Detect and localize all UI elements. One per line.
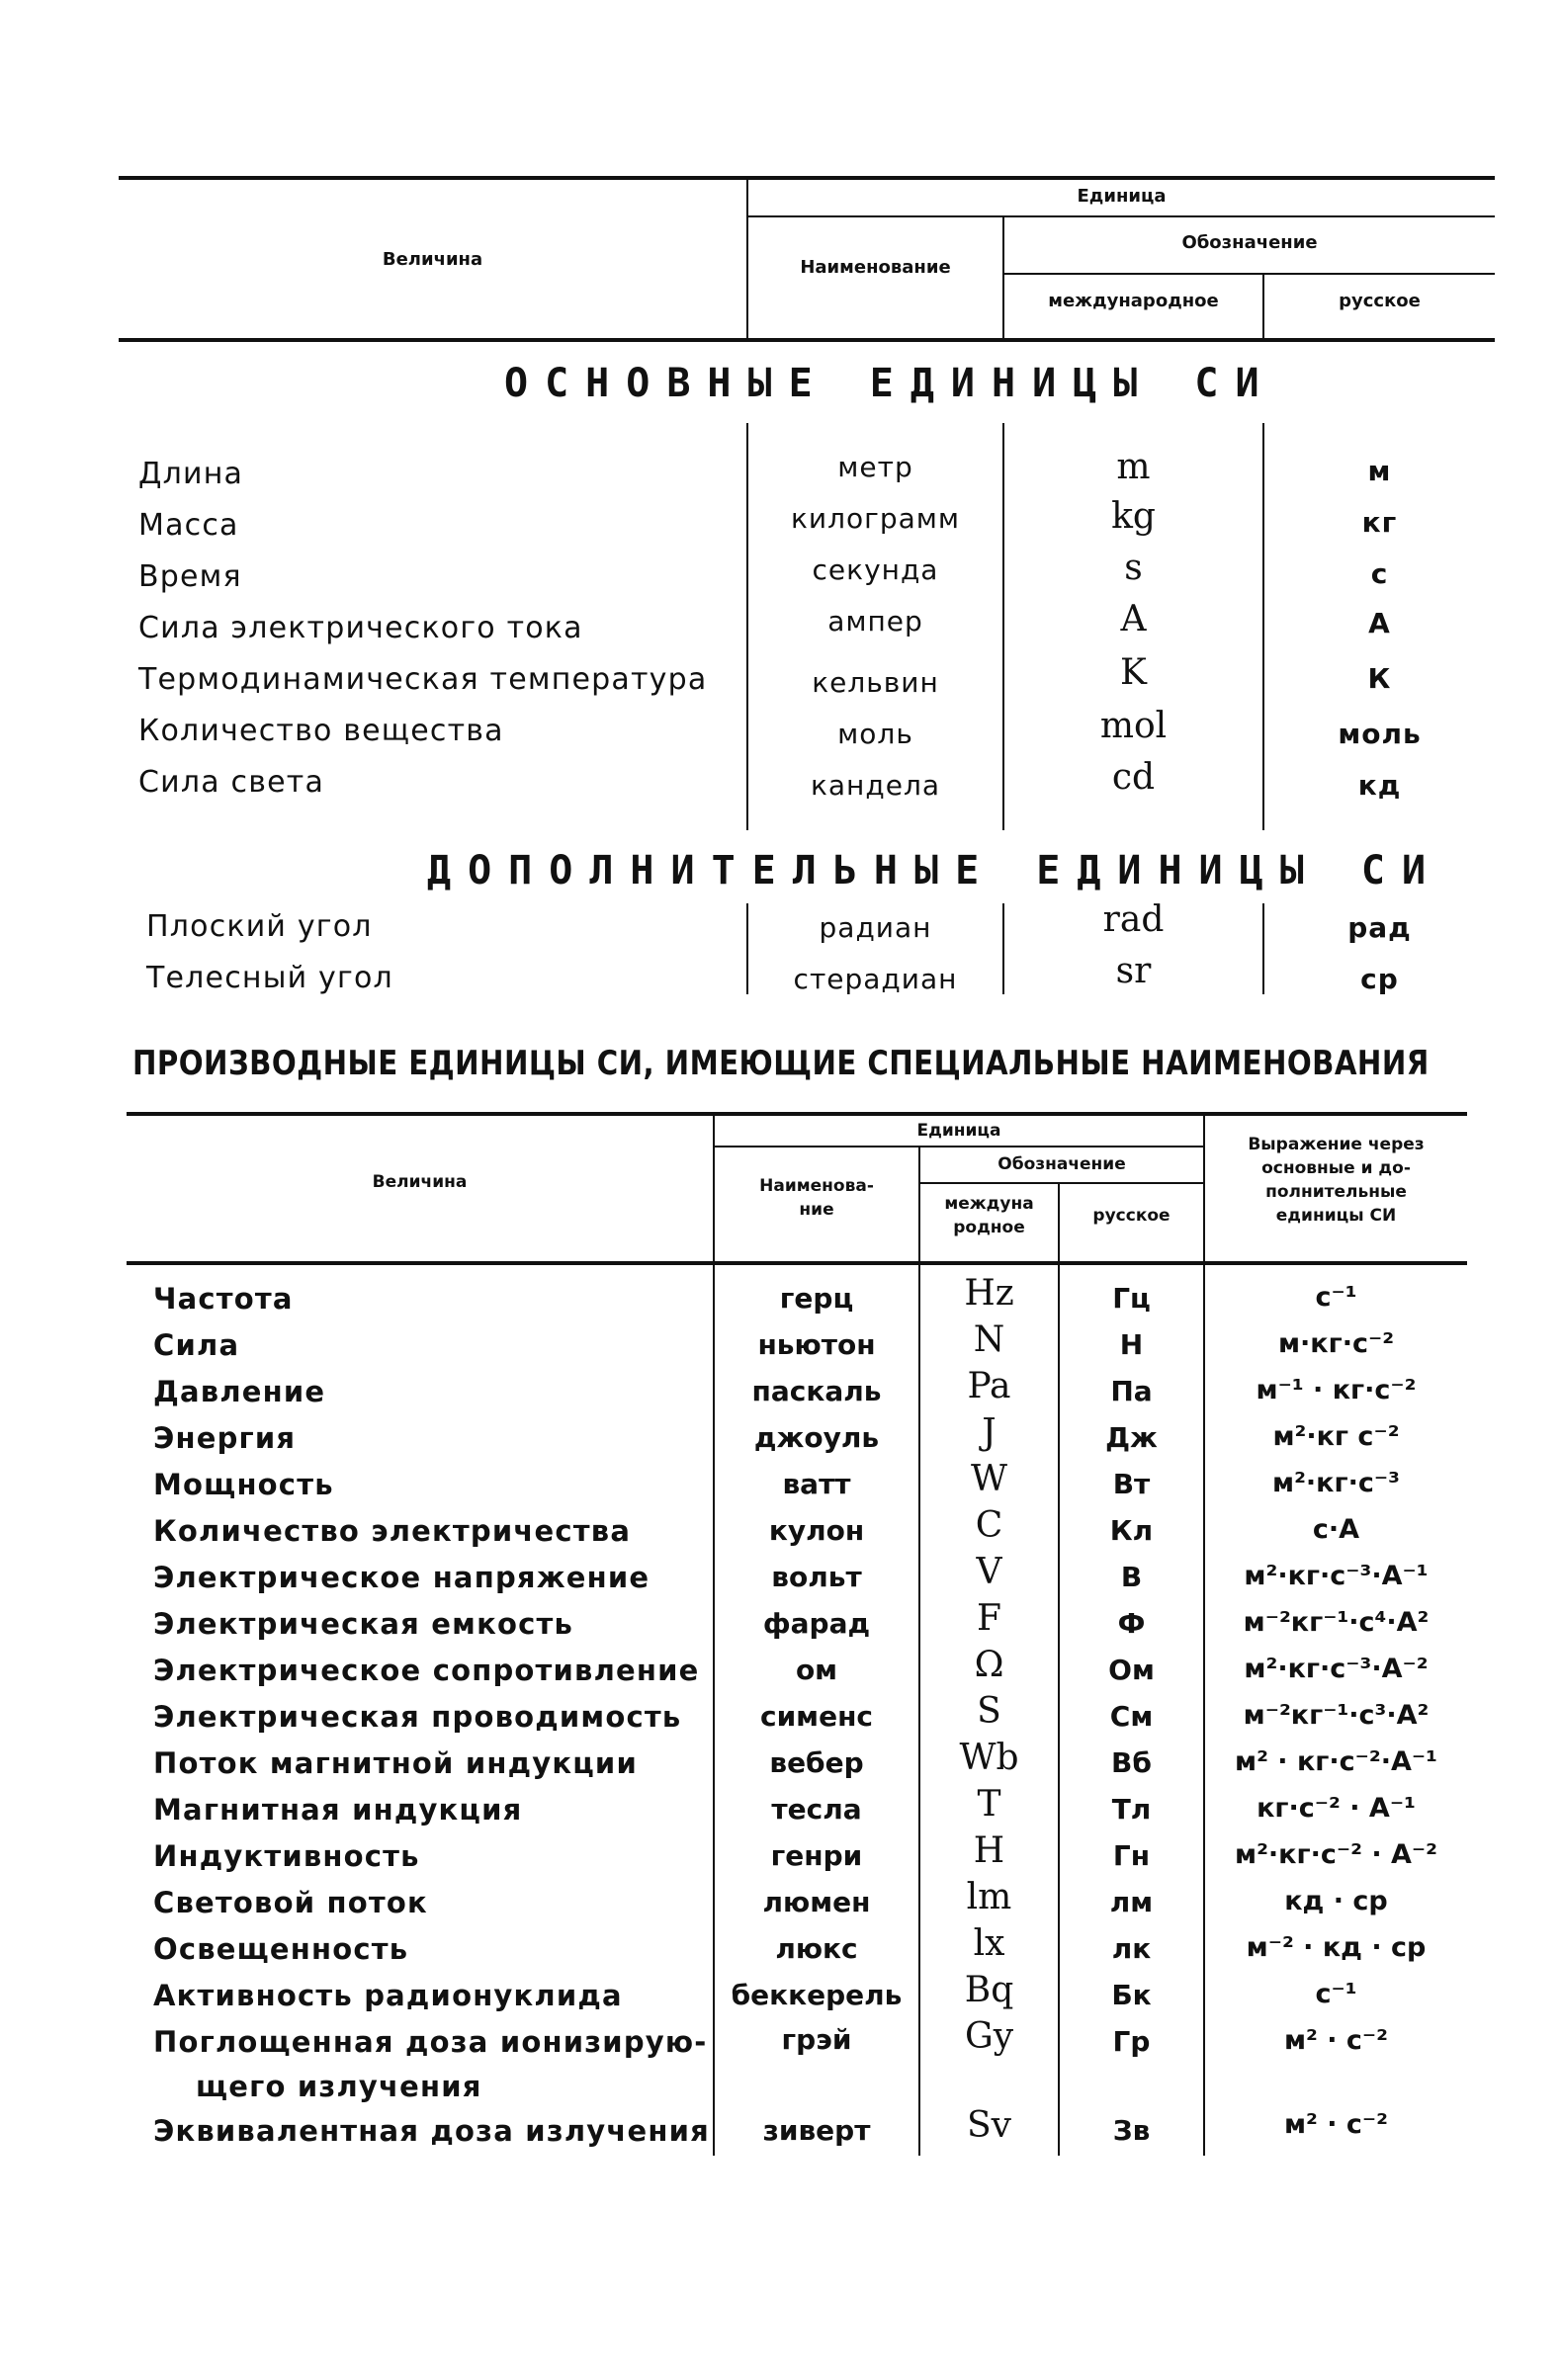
derived-row-expr: м²·кг с⁻² xyxy=(1272,1421,1400,1452)
base-row-quantity: Термодинамическая температура xyxy=(138,662,708,697)
derived-row-intl: W xyxy=(970,1459,1007,1499)
derived-row-quantity: Индуктивность xyxy=(153,1839,420,1873)
header-quantity: Величина xyxy=(382,249,483,270)
derived-row-quantity: Частота xyxy=(153,1282,294,1316)
derived-row-intl: C xyxy=(975,1505,1003,1546)
derived-row-expr: м² · с⁻² xyxy=(1283,2025,1389,2056)
derived-row-name: сименс xyxy=(759,1700,874,1733)
table2-symbol-rule xyxy=(918,1182,1203,1184)
supp-row-quantity: Плоский угол xyxy=(146,909,373,944)
derived-row-quantity: Поглощенная доза ионизирую- xyxy=(153,2025,708,2059)
supp-row-rus: ср xyxy=(1360,963,1399,995)
header-russian: русское xyxy=(1339,291,1421,311)
derived-row-quantity: Активность радионуклида xyxy=(153,1979,623,2012)
supp-row-intl: sr xyxy=(1115,951,1152,991)
base-row-intl: m xyxy=(1116,447,1151,487)
derived-row-rus: Гн xyxy=(1112,1839,1151,1872)
base-row-quantity: Сила света xyxy=(138,765,325,800)
derived-row-intl: Ω xyxy=(974,1645,1004,1685)
derived-row-rus: Зв xyxy=(1112,2114,1151,2147)
derived-row-intl: H xyxy=(973,1830,1005,1871)
derived-row-rus: Тл xyxy=(1111,1793,1152,1826)
derived-row-expr: м²·кг·с⁻² · А⁻² xyxy=(1235,1839,1437,1870)
derived-row-quantity: Количество электричества xyxy=(153,1514,632,1548)
derived-row-name: ватт xyxy=(782,1468,851,1500)
derived-row-name: вебер xyxy=(769,1746,864,1779)
derived-row-expr: м² · с⁻² xyxy=(1283,2109,1389,2140)
derived-row-quantity: Поток магнитной индукции xyxy=(153,1746,638,1780)
base-row-rus: с xyxy=(1370,557,1389,590)
base-row-intl: kg xyxy=(1111,496,1156,537)
base-row-quantity: Сила электрического тока xyxy=(138,611,583,645)
t2-header-intl-l2: родное xyxy=(953,1218,1025,1237)
derived-row-name: кулон xyxy=(768,1514,865,1547)
derived-row-quantity: Сила xyxy=(153,1328,240,1362)
derived-row-intl: Hz xyxy=(964,1273,1014,1314)
supp-row-name: стерадиан xyxy=(793,963,958,995)
derived-row-intl: V xyxy=(976,1552,1002,1592)
base-row-rus: моль xyxy=(1338,718,1422,750)
t2-header-expr-l2: основные и до- xyxy=(1261,1158,1411,1178)
derived-row-expr: с⁻¹ xyxy=(1315,1282,1357,1313)
derived-row-name: люмен xyxy=(762,1886,871,1918)
derived-row-intl: F xyxy=(977,1598,1001,1639)
base-row-quantity: Количество вещества xyxy=(138,714,504,748)
derived-row-intl: Wb xyxy=(959,1738,1019,1778)
derived-row-intl: Pa xyxy=(967,1366,1011,1406)
base-row-name: килограмм xyxy=(790,502,961,535)
t2-header-quantity: Величина xyxy=(372,1172,468,1192)
derived-row-name: вольт xyxy=(771,1561,862,1593)
t2-header-intl-l1: междуна xyxy=(944,1194,1034,1214)
derived-row-quantity: Энергия xyxy=(153,1421,297,1455)
derived-row-name: герц xyxy=(779,1282,854,1315)
supp-row-name: радиан xyxy=(819,911,932,944)
supplementary-units-title: ДОПОЛНИТЕЛЬНЫЕ ЕДИНИЦЫ СИ xyxy=(427,848,1443,893)
derived-row-quantity: Эквивалентная доза излучения xyxy=(153,2114,710,2148)
table2-header-bottom-rule xyxy=(127,1261,1467,1265)
derived-row-rus: Вб xyxy=(1111,1746,1152,1779)
derived-row-name: зиверт xyxy=(762,2114,871,2147)
supp-row-intl: rad xyxy=(1102,899,1165,940)
base-row-intl: s xyxy=(1124,548,1143,588)
derived-row-expr: м⁻¹ · кг·с⁻² xyxy=(1256,1375,1417,1405)
base-row-name: кельвин xyxy=(812,666,939,699)
base-row-intl: A xyxy=(1120,599,1147,639)
table2-top-rule xyxy=(127,1112,1467,1116)
base-row-name: ампер xyxy=(827,605,923,638)
header-international: международное xyxy=(1048,291,1219,311)
t2-header-expr-l3: полнительные xyxy=(1265,1182,1407,1202)
supp-row-quantity: Телесный угол xyxy=(146,961,393,995)
derived-row-quantity: Световой поток xyxy=(153,1886,428,1919)
derived-row-expr: с·А xyxy=(1312,1514,1360,1545)
base-row-intl: cd xyxy=(1111,757,1156,798)
derived-row-quantity: Магнитная индукция xyxy=(153,1793,523,1827)
derived-row-rus: Вт xyxy=(1112,1468,1151,1500)
derived-row-rus: Гр xyxy=(1112,2025,1151,2058)
header-symbol: Обозначение xyxy=(1181,232,1318,253)
table2-unit-rule xyxy=(713,1146,1203,1148)
header-name: Наименование xyxy=(800,257,951,278)
derived-row-expr: м²·кг·с⁻³·А⁻¹ xyxy=(1244,1561,1429,1591)
derived-row-expr: м²·кг·с⁻³·А⁻² xyxy=(1244,1654,1429,1684)
base-row-quantity: Длина xyxy=(138,457,244,491)
base-row-name: кандела xyxy=(810,769,941,802)
derived-row-rus: Гц xyxy=(1112,1282,1151,1315)
derived-row-quantity: Электрическая проводимость xyxy=(153,1700,682,1734)
t2-header-unit: Единица xyxy=(916,1121,1001,1141)
t2-header-name-l2: ние xyxy=(799,1200,834,1220)
t2-header-expr-l1: Выражение через xyxy=(1248,1135,1425,1154)
base-row-quantity: Время xyxy=(138,559,242,594)
derived-row-rus: Кл xyxy=(1109,1514,1154,1547)
derived-row-intl: J xyxy=(982,1412,997,1453)
derived-row-intl: S xyxy=(977,1691,1001,1732)
derived-row-quantity: Электрическое напряжение xyxy=(153,1561,650,1594)
derived-row-quantity: Давление xyxy=(153,1375,326,1408)
derived-row-expr: м²·кг·с⁻³ xyxy=(1272,1468,1400,1498)
derived-row-intl: N xyxy=(973,1319,1005,1360)
derived-row-rus: Ом xyxy=(1108,1654,1155,1686)
derived-row-rus: лм xyxy=(1109,1886,1154,1918)
header-unit: Единица xyxy=(1077,186,1167,207)
derived-row-name: фарад xyxy=(762,1607,871,1640)
derived-row-intl: Bq xyxy=(964,1970,1014,2010)
base-row-rus: кг xyxy=(1361,506,1398,539)
derived-row-name: джоуль xyxy=(753,1421,880,1454)
derived-row-rus: В xyxy=(1120,1561,1143,1593)
derived-row-name: ньютон xyxy=(757,1328,876,1361)
base-row-quantity: Масса xyxy=(138,508,239,543)
derived-row-intl: Gy xyxy=(964,2016,1014,2057)
derived-row-expr: м⁻² · кд · ср xyxy=(1246,1932,1427,1963)
derived-row-expr: м·кг·с⁻² xyxy=(1277,1328,1395,1359)
derived-row-expr: кг·с⁻² · А⁻¹ xyxy=(1257,1793,1416,1824)
derived-row-rus: Па xyxy=(1110,1375,1153,1407)
derived-row-intl: lm xyxy=(966,1877,1012,1917)
table1-symbol-rule xyxy=(1002,273,1495,275)
derived-row-name: паскаль xyxy=(751,1375,882,1407)
derived-row-rus: См xyxy=(1109,1700,1154,1733)
derived-row-rus: Дж xyxy=(1105,1421,1158,1454)
derived-row-name: люкс xyxy=(775,1932,858,1965)
base-row-intl: mol xyxy=(1099,706,1168,746)
derived-row-quantity: Освещенность xyxy=(153,1932,409,1966)
derived-row-quantity: Мощность xyxy=(153,1468,334,1501)
base-row-name: моль xyxy=(837,718,913,750)
base-row-intl: K xyxy=(1120,652,1147,693)
t2-header-name-l1: Наименова- xyxy=(759,1176,874,1196)
derived-row-rus: лк xyxy=(1111,1932,1152,1965)
derived-row-expr: м⁻²кг⁻¹·с³·А² xyxy=(1243,1700,1430,1731)
table1-top-rule xyxy=(119,176,1495,180)
derived-row-intl: T xyxy=(977,1784,1001,1825)
derived-row-name: генри xyxy=(770,1839,863,1872)
derived-row-name: тесла xyxy=(771,1793,862,1826)
base-row-rus: м xyxy=(1367,455,1392,487)
derived-row-expr: с⁻¹ xyxy=(1315,1979,1357,2009)
derived-row-rus: Н xyxy=(1119,1328,1144,1361)
base-row-rus: кд xyxy=(1357,769,1402,802)
derived-row-expr: м⁻²кг⁻¹·с⁴·А² xyxy=(1243,1607,1430,1638)
derived-row-intl: lx xyxy=(973,1923,1005,1964)
derived-row-rus: Ф xyxy=(1117,1607,1146,1640)
base-row-rus: А xyxy=(1368,607,1391,639)
t2-header-expr-l4: единицы СИ xyxy=(1275,1206,1397,1226)
derived-units-title: ПРОИЗВОДНЫЕ ЕДИНИЦЫ СИ, ИМЕЮЩИЕ СПЕЦИАЛЬНЫЕ НАИМЕНОВАНИЯ xyxy=(132,1044,1430,1083)
base-row-name: секунда xyxy=(812,553,939,586)
derived-row-rus: Бк xyxy=(1111,1979,1152,2011)
base-row-name: метр xyxy=(837,451,913,483)
t2-header-symbol: Обозначение xyxy=(997,1154,1126,1174)
derived-row-expr: м² · кг·с⁻²·А⁻¹ xyxy=(1235,1746,1437,1777)
derived-row-quantity: Электрическая емкость xyxy=(153,1607,574,1641)
derived-row-quantity: Электрическое сопротивление xyxy=(153,1654,700,1687)
base-row-rus: К xyxy=(1367,662,1392,695)
supp-row-rus: рад xyxy=(1347,911,1412,944)
table1-unit-rule xyxy=(746,215,1495,217)
base-units-title: ОСНОВНЫЕ ЕДИНИЦЫ СИ xyxy=(504,361,1276,406)
derived-row-name: грэй xyxy=(781,2023,852,2056)
derived-row-expr: кд · ср xyxy=(1284,1886,1388,1916)
derived-row-intl: Sv xyxy=(967,2105,1011,2146)
table1-header-bottom-rule xyxy=(119,338,1495,342)
derived-row-name: беккерель xyxy=(731,1979,903,2011)
derived-row-quantity-continuation: щего излучения xyxy=(196,2070,482,2103)
t2-header-russian: русское xyxy=(1092,1206,1171,1226)
derived-row-name: ом xyxy=(795,1654,838,1686)
